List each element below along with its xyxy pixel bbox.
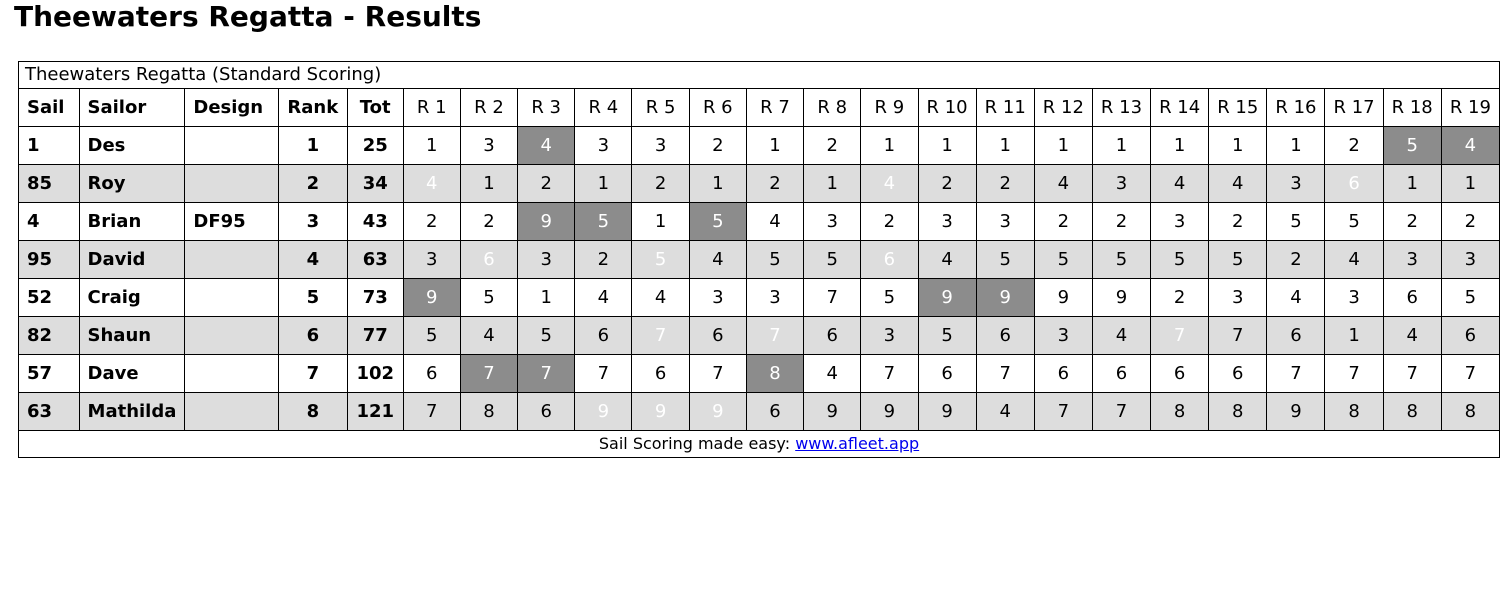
race-score-cell: 1 [632, 202, 689, 240]
race-score-cell-discard: 9 [575, 392, 632, 430]
race-score-cell: 1 [804, 164, 861, 202]
race-score-cell: 6 [1151, 354, 1209, 392]
race-score-cell: 6 [1209, 354, 1267, 392]
page-title: Theewaters Regatta - Results [14, 0, 482, 33]
sailor-name-cell: Brian [79, 202, 185, 240]
column-header: Design [185, 88, 278, 126]
race-score-cell-discard: 9 [689, 392, 746, 430]
column-header: R 1 [403, 88, 460, 126]
design-cell: DF95 [185, 202, 278, 240]
column-header: R 15 [1209, 88, 1267, 126]
race-score-cell-discard: 6 [861, 240, 918, 278]
sail-number-cell: 1 [19, 126, 80, 164]
column-header: R 14 [1151, 88, 1209, 126]
race-score-cell: 4 [1325, 240, 1383, 278]
race-score-cell: 2 [1151, 278, 1209, 316]
race-score-cell: 3 [1092, 164, 1150, 202]
race-score-cell: 8 [1151, 392, 1209, 430]
column-header: R 11 [976, 88, 1034, 126]
race-score-cell: 9 [918, 392, 976, 430]
race-score-cell: 4 [746, 202, 803, 240]
race-score-cell: 6 [746, 392, 803, 430]
column-header: R 8 [804, 88, 861, 126]
race-score-cell: 3 [1325, 278, 1383, 316]
race-score-cell: 1 [1441, 164, 1499, 202]
design-cell [185, 240, 278, 278]
race-score-cell: 6 [976, 316, 1034, 354]
race-score-cell: 2 [804, 126, 861, 164]
race-score-cell-discard: 7 [746, 316, 803, 354]
column-header: R 13 [1092, 88, 1150, 126]
race-score-cell: 9 [804, 392, 861, 430]
race-score-cell: 2 [1209, 202, 1267, 240]
race-score-cell: 6 [689, 316, 746, 354]
column-header: R 3 [518, 88, 575, 126]
race-score-cell: 4 [1209, 164, 1267, 202]
rank-cell: 6 [278, 316, 347, 354]
race-score-cell: 5 [1034, 240, 1092, 278]
table-caption: Theewaters Regatta (Standard Scoring) [19, 61, 1500, 88]
race-score-cell: 3 [1267, 164, 1325, 202]
race-score-cell: 4 [918, 240, 976, 278]
total-cell: 63 [347, 240, 403, 278]
race-score-cell: 2 [518, 164, 575, 202]
race-score-cell: 7 [1267, 354, 1325, 392]
race-score-cell: 2 [632, 164, 689, 202]
race-score-cell: 6 [1092, 354, 1150, 392]
total-cell: 34 [347, 164, 403, 202]
race-score-cell: 9 [861, 392, 918, 430]
rank-cell: 7 [278, 354, 347, 392]
race-score-cell: 6 [575, 316, 632, 354]
race-score-cell: 2 [746, 164, 803, 202]
table-row [19, 126, 1500, 164]
race-score-cell: 3 [460, 126, 517, 164]
race-score-cell: 6 [1267, 316, 1325, 354]
race-score-cell: 5 [918, 316, 976, 354]
sailor-name-cell: Roy [79, 164, 185, 202]
race-score-cell: 1 [976, 126, 1034, 164]
total-cell: 43 [347, 202, 403, 240]
race-score-cell: 2 [918, 164, 976, 202]
design-cell [185, 278, 278, 316]
race-score-cell: 4 [689, 240, 746, 278]
column-header: Sailor [79, 88, 185, 126]
race-score-cell-discard: 9 [976, 278, 1034, 316]
race-score-cell: 7 [976, 354, 1034, 392]
race-score-cell: 5 [746, 240, 803, 278]
race-score-cell-discard: 4 [518, 126, 575, 164]
caption-row [19, 61, 1500, 88]
rank-cell: 1 [278, 126, 347, 164]
column-header: R 5 [632, 88, 689, 126]
header-row [19, 88, 1500, 126]
rank-cell: 4 [278, 240, 347, 278]
race-score-cell-discard: 4 [861, 164, 918, 202]
column-header: Rank [278, 88, 347, 126]
race-score-cell: 7 [575, 354, 632, 392]
race-score-cell: 5 [1209, 240, 1267, 278]
column-header: R 16 [1267, 88, 1325, 126]
race-score-cell: 3 [632, 126, 689, 164]
race-score-cell: 1 [1034, 126, 1092, 164]
race-score-cell: 2 [403, 202, 460, 240]
race-score-cell: 2 [861, 202, 918, 240]
race-score-cell: 9 [1034, 278, 1092, 316]
total-cell: 77 [347, 316, 403, 354]
sailor-name-cell: Dave [79, 354, 185, 392]
table-row [19, 240, 1500, 278]
race-score-cell: 9 [1092, 278, 1150, 316]
race-score-cell: 7 [861, 354, 918, 392]
race-score-cell: 5 [1325, 202, 1383, 240]
race-score-cell: 5 [1441, 278, 1499, 316]
race-score-cell: 7 [689, 354, 746, 392]
sail-number-cell: 85 [19, 164, 80, 202]
race-score-cell-discard: 5 [575, 202, 632, 240]
race-score-cell-discard: 5 [632, 240, 689, 278]
race-score-cell: 6 [1441, 316, 1499, 354]
race-score-cell: 3 [1034, 316, 1092, 354]
race-score-cell: 2 [689, 126, 746, 164]
table-row [19, 316, 1500, 354]
race-score-cell: 1 [1325, 316, 1383, 354]
column-header: R 4 [575, 88, 632, 126]
total-cell: 102 [347, 354, 403, 392]
race-score-cell: 7 [403, 392, 460, 430]
race-score-cell-discard: 7 [1151, 316, 1209, 354]
race-score-cell: 5 [976, 240, 1034, 278]
race-score-cell: 1 [1383, 164, 1441, 202]
race-score-cell-discard: 7 [460, 354, 517, 392]
race-score-cell: 6 [403, 354, 460, 392]
race-score-cell: 1 [918, 126, 976, 164]
race-score-cell-discard: 9 [403, 278, 460, 316]
column-header: R 18 [1383, 88, 1441, 126]
race-score-cell: 7 [1209, 316, 1267, 354]
race-score-cell: 8 [1441, 392, 1499, 430]
race-score-cell: 7 [1325, 354, 1383, 392]
race-score-cell: 6 [518, 392, 575, 430]
footer-text: Sail Scoring made easy: [598, 434, 796, 454]
total-cell: 121 [347, 392, 403, 430]
race-score-cell: 7 [1092, 392, 1150, 430]
race-score-cell: 1 [575, 164, 632, 202]
rank-cell: 3 [278, 202, 347, 240]
race-score-cell: 8 [1383, 392, 1441, 430]
race-score-cell: 4 [632, 278, 689, 316]
race-score-cell-discard: 4 [403, 164, 460, 202]
race-score-cell: 8 [460, 392, 517, 430]
sailor-name-cell: Mathilda [79, 392, 185, 430]
race-score-cell-discard: 7 [518, 354, 575, 392]
race-score-cell: 5 [1267, 202, 1325, 240]
race-score-cell: 2 [1267, 240, 1325, 278]
rank-cell: 8 [278, 392, 347, 430]
sailor-name-cell: David [79, 240, 185, 278]
afleet-link[interactable]: www.afleet.app [795, 434, 920, 454]
race-score-cell: 5 [460, 278, 517, 316]
race-score-cell: 3 [746, 278, 803, 316]
sail-number-cell: 82 [19, 316, 80, 354]
table-row [19, 392, 1500, 430]
race-score-cell: 5 [804, 240, 861, 278]
race-score-cell: 2 [1325, 126, 1383, 164]
race-score-cell: 3 [689, 278, 746, 316]
race-score-cell: 4 [1267, 278, 1325, 316]
footer-row [19, 430, 1500, 457]
race-score-cell: 4 [1034, 164, 1092, 202]
race-score-cell: 6 [804, 316, 861, 354]
column-header: R 10 [918, 88, 976, 126]
design-cell [185, 316, 278, 354]
race-score-cell: 5 [403, 316, 460, 354]
race-score-cell: 3 [1209, 278, 1267, 316]
race-score-cell: 6 [918, 354, 976, 392]
table-row [19, 164, 1500, 202]
race-score-cell: 3 [1383, 240, 1441, 278]
sailor-name-cell: Craig [79, 278, 185, 316]
race-score-cell: 9 [1267, 392, 1325, 430]
sailor-name-cell: Des [79, 126, 185, 164]
race-score-cell: 1 [861, 126, 918, 164]
column-header: Sail [19, 88, 80, 126]
race-score-cell-discard: 5 [1383, 126, 1441, 164]
race-score-cell-discard: 9 [918, 278, 976, 316]
race-score-cell: 1 [746, 126, 803, 164]
column-header: R 12 [1034, 88, 1092, 126]
race-score-cell: 1 [403, 126, 460, 164]
race-score-cell: 2 [1441, 202, 1499, 240]
sail-number-cell: 63 [19, 392, 80, 430]
race-score-cell: 1 [1267, 126, 1325, 164]
rank-cell: 5 [278, 278, 347, 316]
results-table [18, 61, 1500, 458]
race-score-cell: 5 [1151, 240, 1209, 278]
column-header: R 19 [1441, 88, 1499, 126]
race-score-cell: 1 [460, 164, 517, 202]
design-cell [185, 164, 278, 202]
race-score-cell: 6 [632, 354, 689, 392]
race-score-cell-discard: 6 [1325, 164, 1383, 202]
race-score-cell: 3 [976, 202, 1034, 240]
column-header: R 9 [861, 88, 918, 126]
table-row [19, 278, 1500, 316]
race-score-cell-discard: 4 [1441, 126, 1499, 164]
race-score-cell-discard: 6 [460, 240, 517, 278]
sailor-name-cell: Shaun [79, 316, 185, 354]
design-cell [185, 126, 278, 164]
total-cell: 25 [347, 126, 403, 164]
column-header: Tot [347, 88, 403, 126]
race-score-cell-discard: 9 [518, 202, 575, 240]
design-cell [185, 392, 278, 430]
column-header: R 17 [1325, 88, 1383, 126]
race-score-cell: 3 [518, 240, 575, 278]
race-score-cell: 5 [861, 278, 918, 316]
table-row [19, 354, 1500, 392]
sail-number-cell: 95 [19, 240, 80, 278]
total-cell: 73 [347, 278, 403, 316]
race-score-cell: 4 [1383, 316, 1441, 354]
race-score-cell: 3 [804, 202, 861, 240]
race-score-cell: 2 [575, 240, 632, 278]
column-header: R 6 [689, 88, 746, 126]
race-score-cell: 3 [918, 202, 976, 240]
race-score-cell: 6 [1383, 278, 1441, 316]
race-score-cell: 3 [1441, 240, 1499, 278]
race-score-cell: 2 [1092, 202, 1150, 240]
race-score-cell: 1 [1092, 126, 1150, 164]
sail-number-cell: 4 [19, 202, 80, 240]
race-score-cell-discard: 8 [746, 354, 803, 392]
race-score-cell: 4 [1092, 316, 1150, 354]
race-score-cell: 3 [1151, 202, 1209, 240]
race-score-cell-discard: 5 [689, 202, 746, 240]
race-score-cell: 1 [689, 164, 746, 202]
column-header: R 2 [460, 88, 517, 126]
race-score-cell: 1 [518, 278, 575, 316]
race-score-cell-discard: 9 [632, 392, 689, 430]
race-score-cell: 2 [1383, 202, 1441, 240]
race-score-cell: 8 [1325, 392, 1383, 430]
race-score-cell: 2 [460, 202, 517, 240]
design-cell [185, 354, 278, 392]
rank-cell: 2 [278, 164, 347, 202]
race-score-cell: 4 [976, 392, 1034, 430]
race-score-cell-discard: 7 [632, 316, 689, 354]
race-score-cell: 3 [575, 126, 632, 164]
race-score-cell: 7 [1034, 392, 1092, 430]
race-score-cell: 7 [804, 278, 861, 316]
footer-cell [19, 430, 1500, 457]
race-score-cell: 1 [1151, 126, 1209, 164]
race-score-cell: 4 [804, 354, 861, 392]
race-score-cell: 5 [1092, 240, 1150, 278]
race-score-cell: 7 [1441, 354, 1499, 392]
race-score-cell: 4 [1151, 164, 1209, 202]
race-score-cell: 3 [403, 240, 460, 278]
race-score-cell: 1 [1209, 126, 1267, 164]
race-score-cell: 4 [575, 278, 632, 316]
sail-number-cell: 52 [19, 278, 80, 316]
race-score-cell: 6 [1034, 354, 1092, 392]
race-score-cell: 7 [1383, 354, 1441, 392]
table-row [19, 202, 1500, 240]
race-score-cell: 2 [976, 164, 1034, 202]
race-score-cell: 8 [1209, 392, 1267, 430]
race-score-cell: 3 [861, 316, 918, 354]
sail-number-cell: 57 [19, 354, 80, 392]
race-score-cell: 5 [518, 316, 575, 354]
column-header: R 7 [746, 88, 803, 126]
race-score-cell: 4 [460, 316, 517, 354]
race-score-cell: 2 [1034, 202, 1092, 240]
